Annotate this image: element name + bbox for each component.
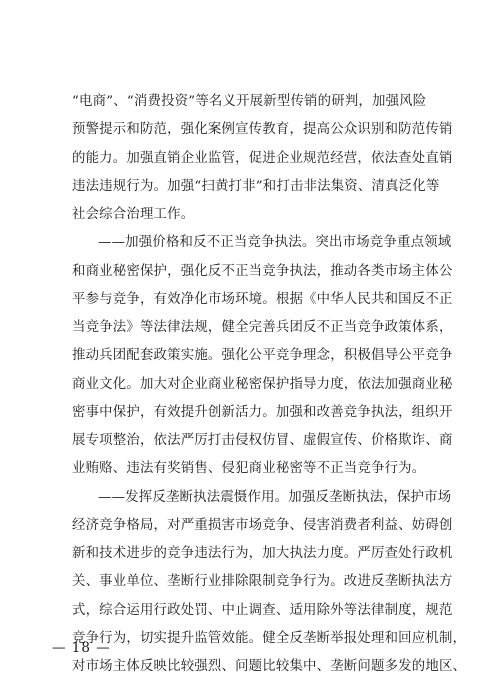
text-line: 经济竞争格局，对严重损害市场竞争、侵害消费者利益、妨碍创 — [72, 517, 453, 533]
text-line: 式，综合运用行政处罚、中止调查、适用除外等法律制度，规范 — [72, 602, 453, 618]
text-line: 对市场主体反映比较强烈、问题比较集中、垄断问题多发的地区、 — [72, 659, 467, 674]
text-line: 商业文化。加大对企业商业秘密保护指导力度，依法加强商业秘 — [72, 376, 453, 392]
page-number: — 18 — — [52, 640, 111, 656]
text-line: 违法违规行为。加强“扫黄打非”和打击非法集资、清真泛化等 — [72, 178, 440, 194]
text-line: 当竞争法》等法律法规，健全完善兵团反不正当竞争政策体系， — [72, 320, 453, 335]
text-line: ——发挥反垄断执法震慑作用。加强反垄断执法，保护市场 — [98, 489, 452, 505]
text-line: 预警提示和防范，强化案例宣传教育，提高公众识别和防范传销 — [72, 122, 453, 138]
text-line: 展专项整治，依法严厉打击侵权仿冒、虚假宣传、价格欺诈、商 — [72, 433, 453, 448]
text-line: 和商业秘密保护，强化反不正当竞争执法，推动各类市场主体公 — [72, 263, 453, 279]
text-line: ——加强价格和反不正当竞争执法。突出市场竞争重点领域 — [98, 235, 452, 251]
text-line: 社会综合治理工作。 — [72, 207, 195, 222]
text-line: 平参与竞争，有效净化市场环境。根据《中华人民共和国反不正 — [72, 291, 453, 307]
text-line: 推动兵团配套政策实施。强化公平竞争理念，积极倡导公平竞争 — [72, 348, 453, 364]
text-line: 新和技术进步的竞争违法行为，加大执法力度。严厉查处行政机 — [72, 546, 453, 561]
text-line: 业贿赂、违法有奖销售、侵犯商业秘密等不正当竞争行为。 — [72, 461, 426, 477]
text-line: “电商”、“消费投资”等名义开展新型传销的研判，加强风险 — [72, 94, 427, 109]
body-text — [72, 88, 467, 681]
text-line: 竞争行为，切实提升监管效能。健全反垄断举报处理和回应机制， — [72, 630, 467, 646]
text-line: 关、事业单位、垄断行业排除限制竞争行为。改进反垄断执法方 — [72, 574, 453, 590]
text-line: 密事中保护，有效提升创新活力。加强和改善竞争执法，组织开 — [72, 404, 453, 420]
text-line: 的能力。加强直销企业监管，促进企业规范经营，依法查处直销 — [72, 150, 453, 166]
